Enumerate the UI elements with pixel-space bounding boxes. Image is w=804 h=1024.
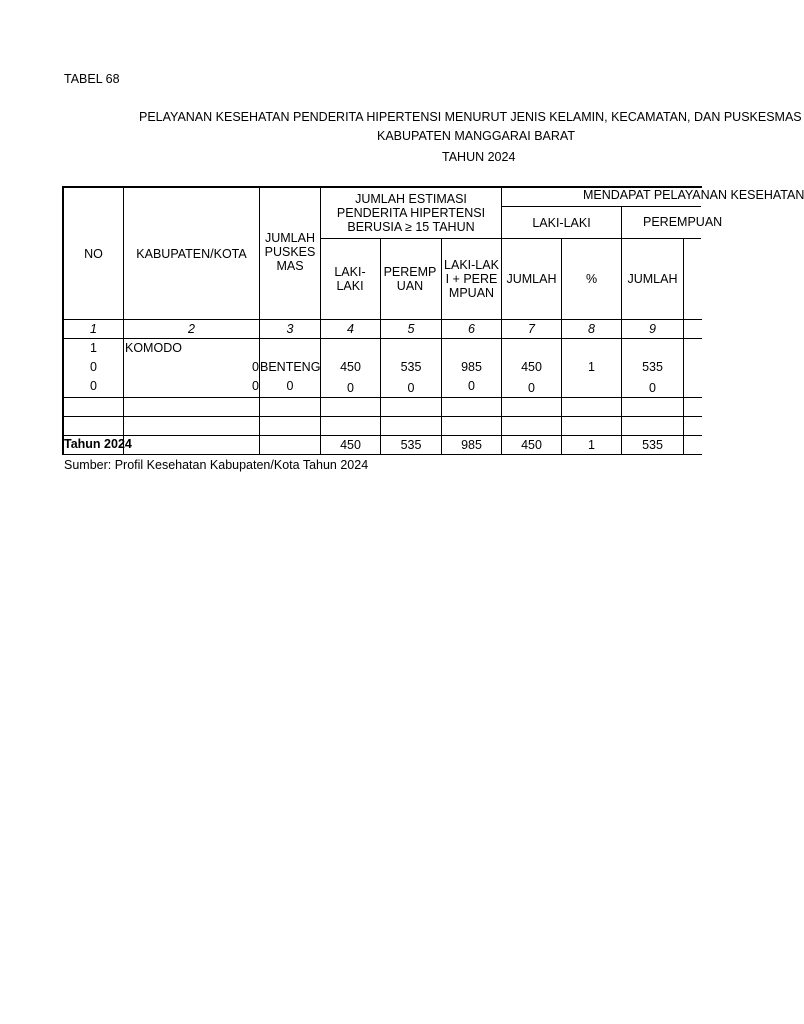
row-value: 535 [400,360,422,374]
total-value: 985 [461,438,482,452]
header-persen-laki: % [585,272,598,286]
row-no: 0 [90,360,97,374]
rule-row [62,397,702,398]
row-value: 0 [407,381,415,395]
row-value: 1 [588,360,595,374]
rule-colnum-bottom [62,338,702,339]
header-no: NO [84,246,103,261]
row-value: 985 [461,360,482,374]
title-line-1: PELAYANAN KESEHATAN PENDERITA HIPERTENSI MENURUT JENIS KELAMIN, KECAMATAN, DAN PUSKESMAS [139,110,802,124]
header-est-laki: LAKI-LAKI [334,265,366,293]
header-laki-laki-group: LAKI-LAKI [532,215,591,230]
total-label: Tahun 2024 [64,437,132,451]
header-jumlah-estimasi: JUMLAH ESTIMASI PENDERITA HIPERTENSI BERUSIA ≥ 15 TAHUN [336,192,486,234]
table-label: TABEL 68 [64,72,120,86]
total-value: 535 [400,438,422,452]
col-number: 5 [407,322,415,336]
header-jumlah-perempuan: JUMLAH [627,272,678,286]
total-value: 1 [588,438,595,452]
col-number: 8 [588,322,595,336]
col-number: 7 [528,322,535,336]
row-value: 450 [340,360,361,374]
total-value: 535 [642,438,663,452]
header-est-total: LAKI-LAKI + PEREMPUAN [444,258,499,300]
row-no: 1 [90,341,97,355]
row-value: 0 [347,381,354,395]
header-est-perempuan: PEREMPUAN [383,265,437,293]
row-puskesmas: BENTENG [260,360,321,374]
title-line-3: TAHUN 2024 [442,150,516,164]
row-value: 0 [528,381,535,395]
title-line-2: KABUPATEN MANGGARAI BARAT [377,129,575,143]
row-puskesmas: 0 [286,379,294,393]
row-kabupaten: KOMODO [125,341,182,355]
rule-bottom [62,454,702,455]
row-kabupaten: 0 [252,379,259,393]
total-value: 450 [521,438,542,452]
row-value: 535 [642,360,663,374]
header-jumlah-laki: JUMLAH [506,272,557,286]
row-kabupaten: 0 [252,360,259,374]
col-rule [683,238,684,455]
row-value: 0 [649,381,656,395]
header-perempuan-group: PEREMPUAN [643,215,723,229]
col-number: 6 [468,322,475,336]
col-rule [380,238,381,455]
col-rule [441,238,442,455]
header-mendapat-pelayanan: MENDAPAT PELAYANAN KESEHATAN [583,188,804,202]
rule-row [62,416,702,417]
source-note: Sumber: Profil Kesehatan Kabupaten/Kota Tahun 2024 [64,458,369,472]
header-kabupaten: KABUPATEN/KOTA [136,246,247,261]
row-value: 0 [468,379,475,393]
col-number: 4 [347,322,354,336]
row-no: 0 [90,379,97,393]
total-value: 450 [340,438,361,452]
col-number: 1 [90,322,97,336]
header-jumlah-puskesmas: JUMLAH PUSKES MAS [264,231,316,273]
row-value: 450 [521,360,542,374]
col-number: 9 [649,322,656,336]
col-number: 2 [188,322,195,336]
col-number: 3 [286,322,294,336]
